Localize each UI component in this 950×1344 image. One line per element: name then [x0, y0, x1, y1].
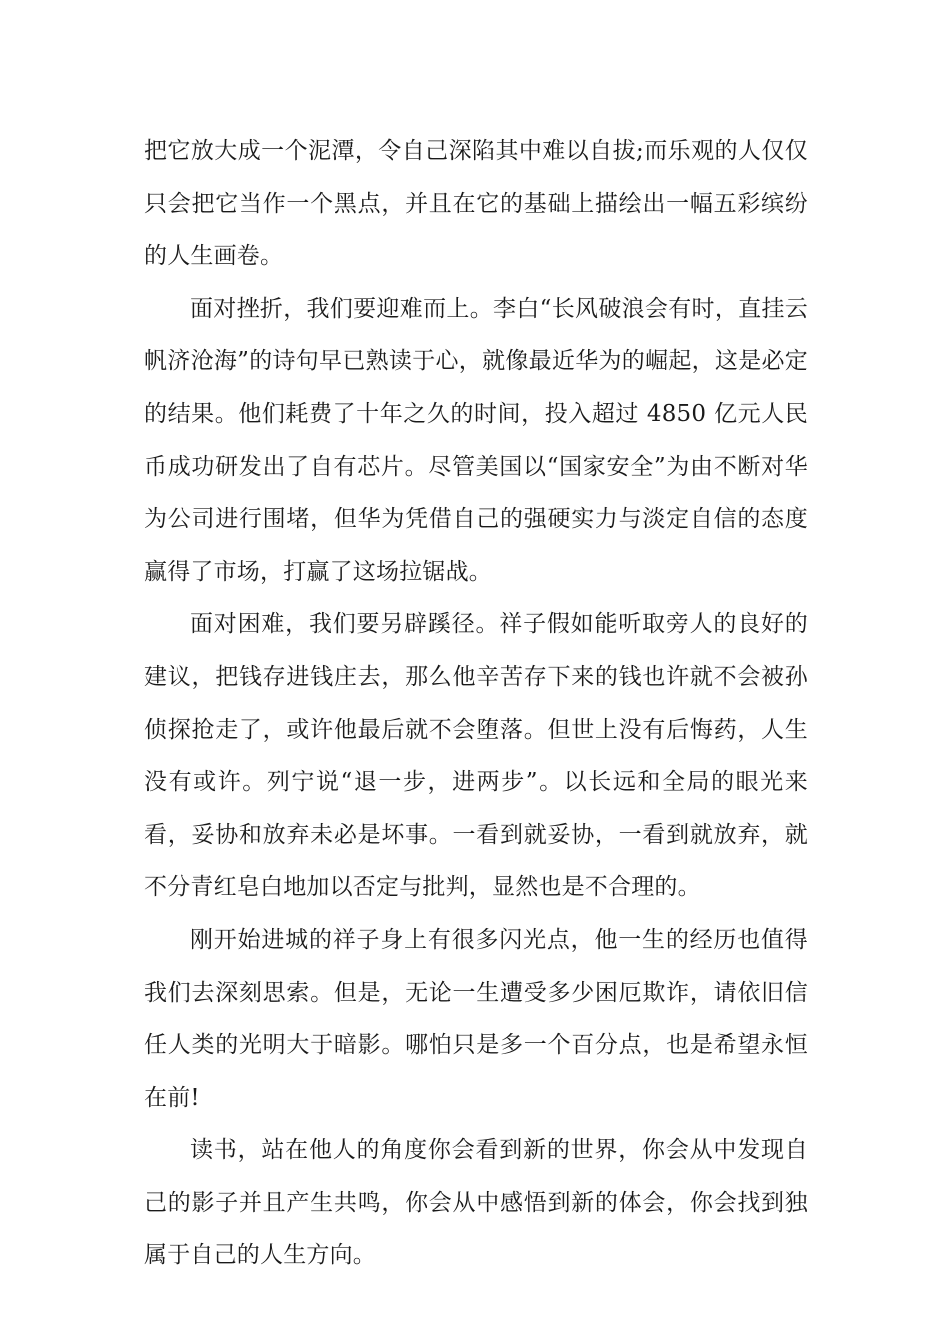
document-body: [144, 125, 808, 1282]
paragraph-2: 面对挫折，我们要迎难而上。李白“长风破浪会有时，直挂云帆济沧海”的诗句早已熟读于心，就像最近华为的崛起，这是必定的结果。他们耗费了十年之久的时间，投入超过 4850 亿元人民币成功研发出了自有芯片。尽管美国以“国家安全”为由不断对华为公司进行围堵，但华为凭借自己的强硬实力与淡定自信的态度赢得了市场，打赢了这场拉锯战。: [144, 295, 808, 585]
paragraph-3: 面对困难，我们要另辟蹊径。祥子假如能听取旁人的良好的建议，把钱存进钱庄去，那么他辛苦存下来的钱也许就不会被孙侦探抢走了，或许他最后就不会堕落。但世上没有后悔药，人生没有或许。列宁说“退一步，进两步”。以长远和全局的眼光来看，妥协和放弃未必是坏事。一看到就妥协，一看到就放弃，就不分青红皂白地加以否定与批判，显然也是不合理的。: [144, 611, 808, 901]
paragraph-5: 读书，站在他人的角度你会看到新的世界，你会从中发现自己的影子并且产生共鸣，你会从中感悟到新的体会，你会找到独属于自己的人生方向。: [144, 1137, 808, 1269]
paragraph-1: 把它放大成一个泥潭，令自己深陷其中难以自拔;而乐观的人仅仅只会把它当作一个黑点，并且在它的基础上描绘出一幅五彩缤纷的人生画卷。: [144, 138, 808, 270]
paragraph-4: 刚开始进城的祥子身上有很多闪光点，他一生的经历也值得我们去深刻思索。但是，无论一生遭受多少困厄欺诈，请依旧信任人类的光明大于暗影。哪怕只是多一个百分点，也是希望永恒在前!: [144, 926, 808, 1111]
